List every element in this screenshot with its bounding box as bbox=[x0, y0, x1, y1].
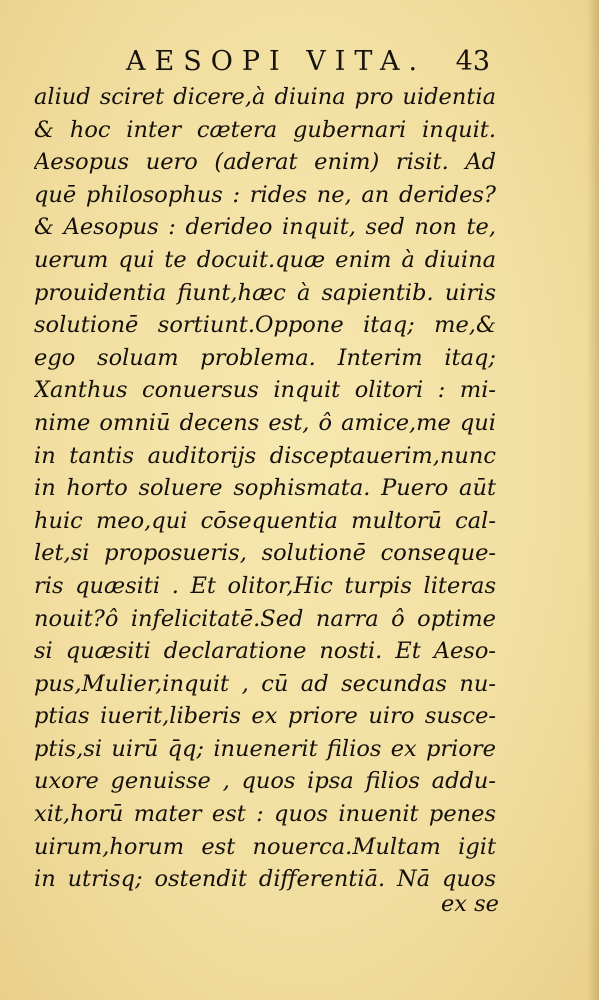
page-gutter-shadow bbox=[587, 0, 599, 1000]
text-line: let,si proposueris, solutionē conseque- bbox=[34, 540, 496, 567]
text-line: ego soluam problema. Interim itaq; bbox=[34, 344, 496, 371]
text-line: aliud sciret dicere,à diuina pro uidentia bbox=[34, 84, 496, 110]
text-line: uirum,horum est nouerca.Multam igit bbox=[34, 833, 496, 860]
text-line: uxore genuisse , quos ipsa filios addu- bbox=[34, 768, 496, 795]
text-line: ptis,si uirū q̄q; inuenerit filios ex priore bbox=[34, 735, 496, 762]
text-line: pus,Mulier,inquit , cū ad secundas nu- bbox=[34, 670, 496, 697]
catchword: ex se bbox=[440, 891, 499, 917]
text-line: si quæsiti declaratione nosti. Et Aeso- bbox=[34, 638, 496, 665]
text-line: xit,horū mater est : quos inuenit penes bbox=[34, 801, 496, 828]
text-line: in utrisq; ostendit differentiā. Nā quos bbox=[34, 866, 496, 893]
page-header bbox=[34, 46, 494, 86]
text-line: ptias iuerit,liberis ex priore uiro susce- bbox=[34, 703, 496, 730]
text-line: prouidentia fiunt,hæc à sapientib. uiris bbox=[34, 279, 496, 306]
text-line: in tantis auditorijs disceptauerim,nunc bbox=[34, 442, 496, 469]
page-number: 43 bbox=[455, 46, 490, 77]
text-line: uerum qui te docuit.quæ enim à diuina bbox=[34, 246, 496, 273]
text-line: quē philosophus : rides ne, an derides? bbox=[34, 181, 496, 208]
text-line: huic meo,qui cōsequentia multorū cal- bbox=[34, 507, 496, 534]
text-line: & Aesopus : derideo inquit, sed non te, bbox=[34, 214, 496, 241]
text-line: & hoc inter cætera gubernari inquit. bbox=[34, 116, 496, 143]
running-title: AESOPI VITA. bbox=[126, 46, 427, 77]
text-line: nime omniū decens est, ô amice,me qui bbox=[34, 409, 496, 436]
text-line: in horto soluere sophismata. Puero aūt bbox=[34, 475, 496, 502]
text-line: nouit?ô infelicitatē.Sed narra ô optime bbox=[34, 605, 496, 632]
text-line: Aesopus uero (aderat enim) risit. Ad bbox=[34, 149, 496, 176]
body-text bbox=[34, 81, 496, 896]
text-line: solutionē sortiunt.Oppone itaq; me,& bbox=[34, 312, 496, 339]
text-line: ris quæsiti . Et olitor,Hic turpis literas bbox=[34, 572, 496, 599]
text-line: Xanthus conuersus inquit olitori : mi- bbox=[34, 377, 496, 404]
